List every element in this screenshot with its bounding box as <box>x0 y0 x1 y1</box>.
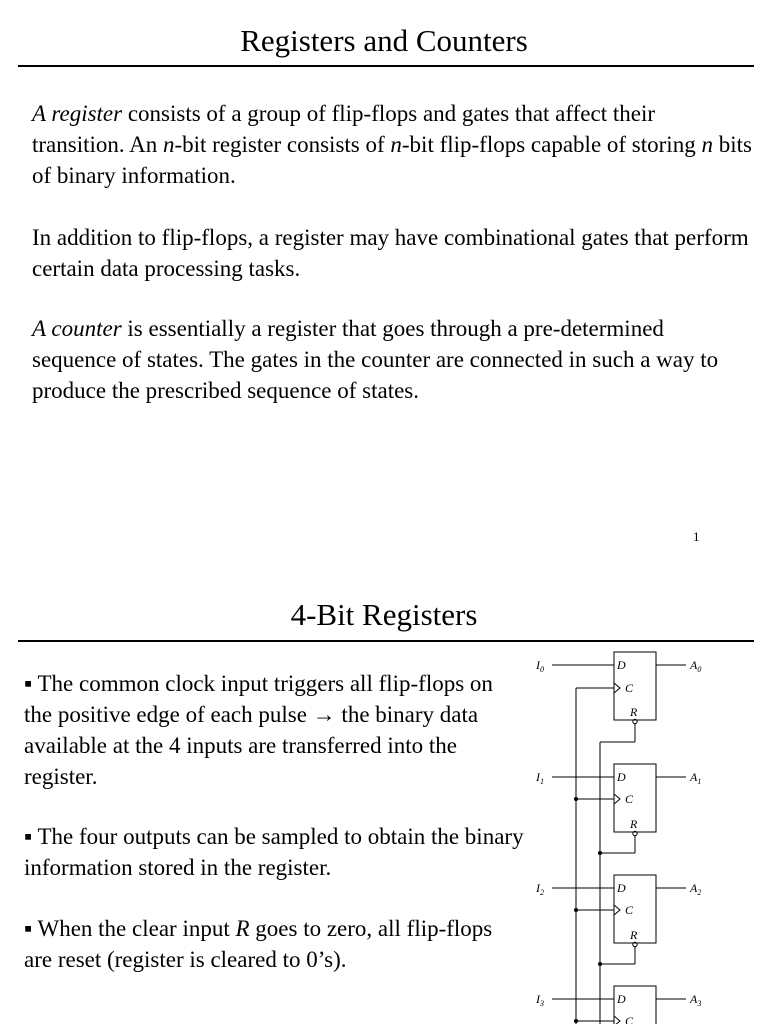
slide-1-title: Registers and Counters <box>240 23 528 58</box>
input-label-0: $I_0$ <box>536 658 544 674</box>
ff-d-label: D <box>617 658 626 672</box>
var-r: R <box>235 916 250 941</box>
ff-c-label: C <box>625 903 634 917</box>
register-definition <box>32 98 752 191</box>
ff-r-label: R <box>630 817 638 831</box>
ff-c-label: C <box>625 1014 634 1024</box>
var-n: n <box>162 132 175 157</box>
ff-d-label: D <box>617 992 626 1006</box>
output-label-2: $A_2$ <box>690 881 702 897</box>
text-run: bits of binary information. <box>32 132 752 188</box>
ff-d-label: D <box>617 881 626 895</box>
output-label-3: $A_3$ <box>690 992 702 1008</box>
slide-2-title: 4-Bit Registers <box>290 597 478 632</box>
output-label-0: $A_0$ <box>690 658 702 674</box>
bullet-text: goes to zero, all flip-flops are reset (register is cleared to 0’s). <box>24 916 493 972</box>
bullet-icon: ▪ <box>24 824 33 849</box>
ff-c-label: C <box>625 792 634 806</box>
ff-c-label: C <box>625 681 634 695</box>
bullet-text: The four outputs can be sampled to obtain the binary information stored in the register. <box>24 824 524 880</box>
title-rule <box>18 65 754 67</box>
var-n: n <box>701 132 713 157</box>
counter-definition <box>32 313 752 406</box>
ff-r-label: R <box>630 705 638 719</box>
combinational-gates-paragraph: In addition to flip-flops, a register may have combinational gates that perform certain data processing tasks. <box>32 225 749 281</box>
bullet-text: The common clock input triggers all flip-flops on the positive edge of each pulse → the binary data available at the 4 inputs are transferred into the register. <box>24 671 493 789</box>
text-run: is essentially a register that goes through a pre-determined sequence of states. The gates in the counter are connected in such a way to produce the prescribed sequence of states. <box>32 316 719 403</box>
output-label-1: $A_1$ <box>690 770 702 786</box>
ff-d-label: D <box>617 770 626 784</box>
slide-2 <box>0 580 768 1024</box>
bullet-clear <box>24 913 524 975</box>
input-label-1: $I_1$ <box>536 770 544 786</box>
text-run: consists of a group of flip-flops and gates that affect their transition. An <box>32 101 655 157</box>
register-circuit-diagram <box>530 640 730 1024</box>
counter-term: A counter <box>32 316 122 341</box>
input-label-3: $I_3$ <box>536 992 544 1008</box>
bullet-text: When the clear input <box>37 916 236 941</box>
page-number: 1 <box>693 529 700 544</box>
var-n: n <box>390 132 402 157</box>
bullet-clock <box>24 668 524 792</box>
text-run: -bit register consists of <box>174 132 391 157</box>
text-run: -bit flip-flops capable of storing <box>401 132 702 157</box>
bullet-icon: ▪ <box>24 671 33 696</box>
bullet-icon: ▪ <box>24 916 33 941</box>
ff-r-label: R <box>630 928 638 942</box>
register-term: A register <box>32 101 123 126</box>
input-label-2: $I_2$ <box>536 881 544 897</box>
bullet-outputs <box>24 821 524 883</box>
